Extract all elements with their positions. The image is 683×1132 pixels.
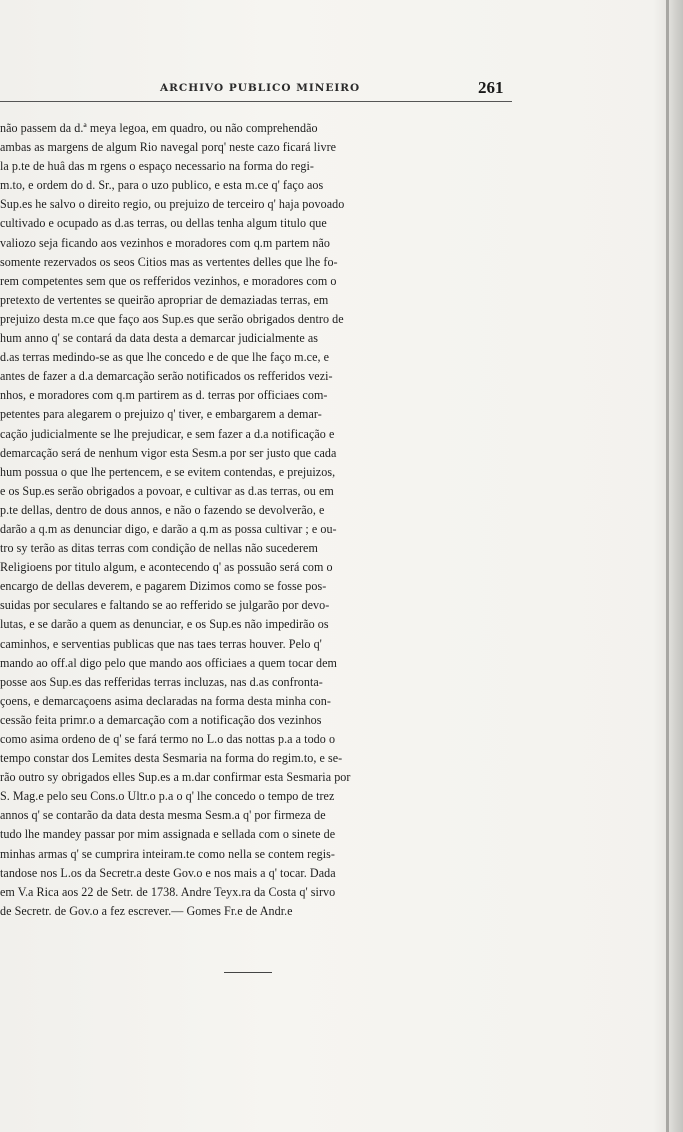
text-line: rem competentes sem que os refferidos vezinhos, e moradores com o (0, 273, 337, 288)
text-line: prejuizo desta m.ce que faço aos Sup.es que serão obrigados dentro de (0, 311, 344, 326)
text-line: la p.te de huâ das m rgens o espaço necessario na forma do regi- (0, 159, 314, 174)
text-line: e os Sup.es serão obrigados a povoar, e cultivar as d.as terras, ou em (0, 483, 334, 498)
text-line: Religioens por titulo algum, e acontecendo q' as possuão será com o (0, 560, 333, 575)
text-line: m.to, e ordem do d. Sr., para o uzo publico, e esta m.ce q' faço aos (0, 178, 324, 193)
text-line: ambas as margens de algum Rio navegal porq' neste cazo ficará livre (0, 140, 337, 155)
text-line: çoens, e demarcaçoens asima declaradas na forma desta minha con- (0, 693, 331, 708)
text-line: valiozo seja ficando aos vezinhos e moradores com q.m partem não (0, 235, 330, 250)
text-line: cação judicialmente se lhe prejudicar, e sem fazer a d.a notificação e (0, 426, 335, 441)
text-line: minhas armas q' se cumprira inteiram.te como nella se contem regis- (0, 846, 335, 861)
text-line: suidas por seculares e faltando se ao refferido se julgarão por devo- (0, 598, 330, 613)
text-line: posse aos Sup.es das refferidas terras incluzas, nas d.as confronta- (0, 674, 323, 689)
text-line: tudo lhe mandey passar por mim assignada e sellada com o sinete de (0, 827, 336, 842)
text-line: caminhos, e serventias publicas que nas taes terras houver. Pelo q' (0, 636, 322, 651)
text-line: annos q' se contarão da data desta mesma Sesm.a q' por firmeza de (0, 808, 326, 823)
text-line: cessão feita primr.o a demarcação com a notificação dos vezinhos (0, 712, 322, 727)
text-line: não passem da d.ª meya legoa, em quadro, ou não comprehendão (0, 121, 318, 135)
text-line: p.te dellas, dentro de dous annos, e não o fazendo se devolverão, e (0, 502, 325, 517)
book-gutter (653, 0, 683, 1132)
page-number: 261 (478, 78, 504, 97)
text-line: hum possua o que lhe pertencem, e se evitem contendas, e prejuizos, (0, 464, 336, 479)
text-line: de Secretr. de Gov.o a fez escrever.— Gomes Fr.e de Andr.e (0, 903, 293, 918)
text-line: S. Mag.e pelo seu Cons.o Ultr.o p.a o q' lhe concedo o tempo de trez (0, 789, 335, 804)
text-line: pretexto de vertentes se queirão apropriar de demaziadas terras, em (0, 292, 329, 307)
text-line: cultivado e ocupado as d.as terras, ou dellas tenha algum titulo que (0, 216, 327, 231)
header-rule (0, 101, 512, 102)
text-line: em V.a Rica aos 22 de Setr. de 1738. Andre Teyx.ra da Costa q' sirvo (0, 884, 336, 899)
text-line: demarcação será de nenhum vigor esta Sesm.a por ser justo que cada (0, 445, 337, 460)
text-line: tro sy terão as ditas terras com condição de nellas não sucederem (0, 541, 318, 556)
text-line: d.as terras medindo-se as que lhe concedo e de que lhe faço m.ce, e (0, 350, 330, 365)
text-line: tandose nos L.os da Secretr.a deste Gov.o e nos mais a q' tocar. Dada (0, 865, 336, 880)
text-line: lutas, e se darão a quem as denunciar, e os Sup.es não impedirão os (0, 617, 329, 632)
text-line: darão a q.m as denunciar digo, e darão a q.m as possa cultivar ; e ou- (0, 521, 337, 536)
text-line: encargo de dellas deverem, e pagarem Dizimos como se fosse pos- (0, 579, 327, 594)
body-text (0, 119, 520, 921)
text-line: tempo constar dos Lemites desta Sesmaria na forma do regim.to, e se- (0, 751, 343, 766)
running-header (0, 78, 520, 102)
text-line: Sup.es he salvo o direito regio, ou prejuizo de terceiro q' haja povoado (0, 197, 345, 212)
text-line: antes de fazer a d.a demarcação serão notificados os refferidos vezi- (0, 369, 333, 384)
text-line: petentes para alegarem o prejuizo q' tiver, e embargarem a demar- (0, 407, 322, 422)
text-line: rão outro sy obrigados elles Sup.es a m.dar confirmar esta Sesmaria por (0, 770, 351, 785)
text-line: somente rezervados os seos Citios mas as vertentes delles que lhe fo- (0, 254, 338, 269)
closing-rule (224, 972, 272, 973)
text-line: nhos, e moradores com q.m partirem as d. terras por officiaes com- (0, 388, 328, 403)
text-line: como asima ordeno de q' se fará termo no L.o das nottas p.a a todo o (0, 732, 336, 746)
text-line: mando ao off.al digo pelo que mando aos officiaes a quem tocar dem (0, 655, 338, 670)
journal-title: ARCHIVO PUBLICO MINEIRO (160, 82, 361, 94)
text-line: hum anno q' se contará da data desta a demarcar judicialmente as (0, 331, 318, 346)
gutter-shadow-line (666, 0, 669, 1132)
